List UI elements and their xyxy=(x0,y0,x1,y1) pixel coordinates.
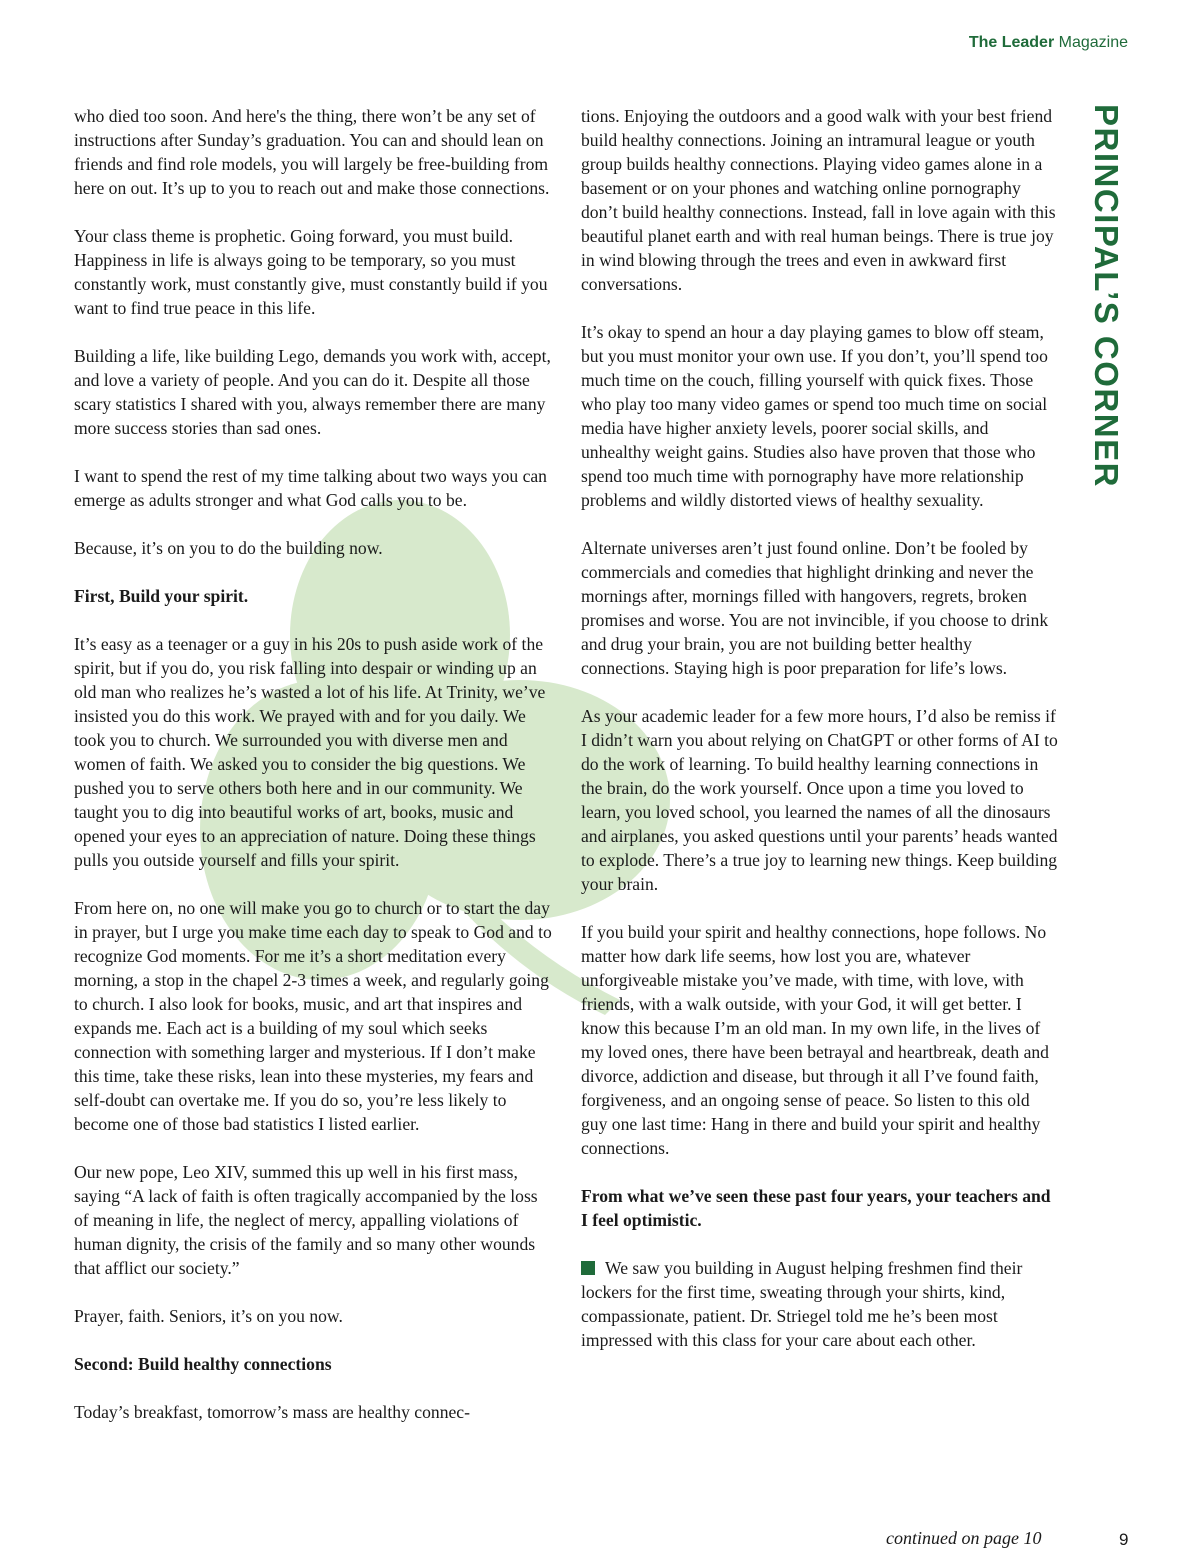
magazine-brand: The Leader xyxy=(968,34,1055,51)
magazine-suffix: Magazine xyxy=(1058,34,1128,51)
subheading: First, Build your spirit. xyxy=(74,586,249,606)
bullet-text: We saw you building in August helping freshmen find their lockers for the first time, sweating through your shirts, kind, compassionate, patient. Dr. Striegel told me he’s been most impressed with this class for your care about each other. xyxy=(581,1258,1023,1350)
paragraph: tions. Enjoying the outdoors and a good walk with your best friend build healthy connections. Joining an intramural league or youth group builds healthy connections. Playing video games alone in a basement or on your phones and watching online pornography don’t build healthy connections. Instead, fall in love again with this beautiful planet earth and with real human beings. There is true joy in wind blowing through the trees and even in awkward first conversations. xyxy=(581,106,1056,294)
paragraph: Prayer, faith. Seniors, it’s on you now. xyxy=(74,1306,343,1326)
page-number: 9 xyxy=(1119,1530,1129,1549)
subheading: From what we’ve seen these past four years, your teachers and I feel optimistic. xyxy=(581,1186,1051,1230)
paragraph: As your academic leader for a few more hours, I’d also be remiss if I didn’t warn you about relying on ChatGPT or other forms of AI to do the work of learning. To build healthy learning connections in the brain, do the work yourself. Once upon a time you loved to learn, you loved school, you learned the names of all the dinosaurs and airplanes, you asked questions until your parents’ heads wanted to explode. There’s a true joy to learning new things. Keep building your brain. xyxy=(581,706,1058,894)
bullet-item xyxy=(581,1256,1059,1352)
paragraph: Alternate universes aren’t just found online. Don’t be fooled by commercials and comedies that highlight drinking and never the mornings after, mornings filled with hangovers, regrets, broken promises and worse. You are not invincible, if you choose to drink and drug your brain, you are not building better healthy connections. Staying high is poor preparation for life’s lows. xyxy=(581,538,1049,678)
continued-note: continued on page 10 xyxy=(886,1528,1042,1548)
paragraph: I want to spend the rest of my time talking about two ways you can emerge as adults stronger and what God calls you to be. xyxy=(74,466,547,510)
square-bullet-icon xyxy=(581,1261,595,1275)
paragraph: From here on, no one will make you go to church or to start the day in prayer, but I urge you make time each day to speak to God and to recognize God moments. For me it’s a short meditation every morning, a stop in the chapel 2-3 times a week, and regularly going to church. I also look for books, music, and art that inspires and expands me. Each act is a building of my soul which seeks connection with something larger and mysterious. If I don’t make this time, take these risks, lean into these mysteries, my fears and self-doubt can overtake me. If you do so, you’re less likely to become one of those bad statistics I listed earlier. xyxy=(74,898,552,1134)
paragraph: It’s okay to spend an hour a day playing games to blow off steam, but you must monitor your own use. If you don’t, you’ll spend too much time on the couch, filling yourself with quick fixes. Those who play too many video games or spend too much time on social media have higher anxiety levels, poorer social skills, and unhealthy weight gains. Studies also have proven that those who spend too much time with pornography have more relationship problems and wildly distorted views of healthy sexuality. xyxy=(581,322,1048,510)
paragraph: Your class theme is prophetic. Going forward, you must build. Happiness in life is always going to be temporary, so you must constantly work, must constantly give, must constantly build if you want to find true peace in this life. xyxy=(74,226,548,318)
magazine-header xyxy=(969,34,1128,52)
subheading: Second: Build healthy connections xyxy=(74,1354,332,1374)
section-title: PRINCIPAL’S CORNER xyxy=(1088,104,1125,488)
paragraph: Because, it’s on you to do the building now. xyxy=(74,538,383,558)
paragraph: Building a life, like building Lego, demands you work with, accept, and love a variety of people. And you can do it. Despite all those scary statistics I shared with you, always remember there are many more success stories than sad ones. xyxy=(74,346,551,438)
paragraph: who died too soon. And here's the thing, there won’t be any set of instructions after Sunday’s graduation. You can and should lean on friends and find role models, you will largely be free-building from here on out. It’s up to you to reach out and make those connections. xyxy=(74,106,550,198)
left-column xyxy=(74,104,552,1448)
paragraph: If you build your spirit and healthy connections, hope follows. No matter how dark life seems, how lost you are, whatever unforgiveable mistake you’ve made, with time, with love, with friends, with a walk outside, with your God, it will get better. I know this because I’m an old man. In my own life, in the lives of my loved ones, there have been betrayal and heartbreak, death and divorce, addiction and disease, but through it all I’ve found faith, forgiveness, and an ongoing sense of peace. So listen to this old guy one last time: Hang in there and build your spirit and healthy connections. xyxy=(581,922,1049,1158)
right-column xyxy=(581,104,1059,1376)
paragraph: It’s easy as a teenager or a guy in his 20s to push aside work of the spirit, but if you do, you risk falling into despair or winding up an old man who realizes he’s wasted a lot of his life. At Trinity, we’ve insisted you do this work. We prayed with and for you daily. We took you to church. We surrounded you with diverse men and women of faith. We asked you to consider the big questions. We pushed you to serve others both here and in our community. We taught you to dig into beautiful works of art, books, music and opened your eyes to an appreciation of nature. Doing these things pulls you outside yourself and fills your spirit. xyxy=(74,634,546,870)
paragraph: Our new pope, Leo XIV, summed this up well in his first mass, saying “A lack of faith is often tragically accompanied by the loss of meaning in life, the neglect of mercy, appalling violations of human dignity, the crisis of the family and so many other wounds that afflict our society.” xyxy=(74,1162,538,1278)
paragraph: Today’s breakfast, tomorrow’s mass are healthy connec- xyxy=(74,1402,470,1422)
right-column-paragraphs xyxy=(581,104,1059,1232)
